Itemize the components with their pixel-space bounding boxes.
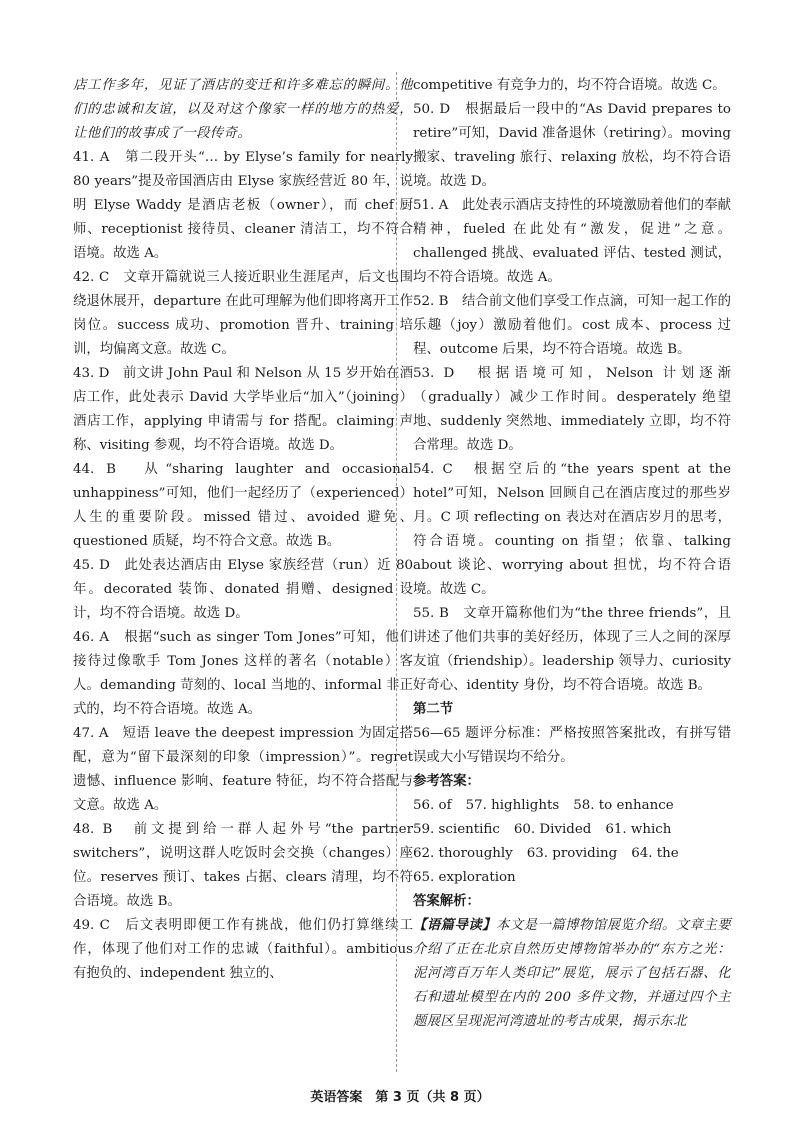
reference-answers-label: 参考答案： [413,774,480,789]
right-column [413,74,731,1034]
analysis-label: 答案解析： [413,894,480,909]
answer-55: 55. B 文章开篇称他们为“the three friends”，且讲述了他们共事的美好经历，体现了三人之间的深厚友谊（friendship）。leadership 领导力、curiosity 好奇心、identity 身份，均不符合语境。故选 B。 [413,606,731,693]
scoring-note: 56—65 题评分标准：严格按照答案批改，有拼写错误或大小写错误均不给分。 [413,726,731,765]
answer-49: 49. C 后文表明即便工作有挑战，他们仍打算继续工作，体现了他们对工作的忠诚（faithful）。ambitious 有抱负的、independent 独立的、 [73,918,413,981]
answer-48: 48. B 前文提到给一群人起外号“the partner switchers”，说明这群人吃饭时会交换（changes）座位。reserves 预订、takes 占据、clears 清理，均不符合语境。故选 B。 [73,822,413,909]
answer-43: 43. D 前文讲 John Paul 和 Nelson 从 15 岁开始在酒店工作，此处表示 David 大学毕业后“加入”（joining）酒店工作，applying 申请需与 for 搭配。claiming 声称、visiting 参观，均不符合语境。故选 D。 [73,366,413,453]
answer-50: 50. D 根据最后一段中的“As David prepares to retire”可知，David 准备退休（retiring）。moving 搬家、traveling 旅行、relaxing 放松，均不符合语境。故选 D。 [413,102,731,189]
answer-52: 52. B 结合前文他们享受工作点滴，可知一起工作的乐趣（joy）激励着他们。cost 成本、process 过程、outcome 后果，均不符合语境。故选 B。 [413,294,731,357]
answer-41: 41. A 第二段开头“… by Elyse’s family for nearly 80 years”提及帝国酒店由 Elyse 家族经营近 80 年，说明 Elyse Waddy 是酒店老板（owner），而 chef 厨师、receptionist 接待员、cleaner 清洁工，均不符合语境。故选 A。 [73,150,413,261]
answer-61: 61. which [605,822,672,837]
answer-49-continuation: competitive 有竞争力的，均不符合语境。故选 C。 [413,78,726,93]
answer-51: 51. A 此处表示酒店支持性的环境激励着他们的奉献精神，fueled 在此处有“激发，促进”之意。challenged 挑战、evaluated 评估、tested 测试，均不符合语境。故选 A。 [413,198,731,285]
passage-guide-text: 本文是一篇博物馆展览介绍。文章主要介绍了正在北京自然历史博物馆举办的“东方之光：泥河湾百万年人类印记”展览，展示了包括石器、化石和遗址模型在内的 200 多件文物，并通过四个主题展区呈现泥河湾遗址的考古成果，揭示东北 [413,918,731,1029]
answer-row [413,866,731,890]
answer-row [413,842,731,866]
passage-guide [413,914,731,1034]
passage-summary-continuation: 店工作多年，见证了酒店的变迁和许多难忘的瞬间。他们的忠诚和友谊，以及对这个像家一样的地方的热爱，让他们的故事成了一段传奇。 [73,78,413,141]
answer-65: 65. exploration [413,870,516,885]
answer-46: 46. A 根据“such as singer Tom Jones”可知，他们接待过像歌手 Tom Jones 这样的著名（notable）客人。demanding 苛刻的、local 当地的、informal 非正式的，均不符合语境。故选 A。 [73,630,413,717]
section-title: 第二节 [413,702,454,717]
answer-row [413,818,731,842]
answer-63: 63. providing [526,846,618,861]
answer-60: 60. Divided [513,822,592,837]
answer-47: 47. A 短语 leave the deepest impression 为固定搭配，意为“留下最深刻的印象（impression）”。regret 遗憾、influence 影响、feature 特征，均不符合搭配与文意。故选 A。 [73,726,413,813]
answer-53: 53. D 根据语境可知，Nelson 计划逐渐（gradually）减少工作时间。desperately 绝望地、suddenly 突然地、immediately 立即，均不符合常理。故选 D。 [413,366,731,453]
answer-45: 45. D 此处表达酒店由 Elyse 家族经营（run）近 80 年。decorated 装饰、donated 捐赠、designed 设计，均不符合语境。故选 D。 [73,558,413,621]
answer-54: 54. C 根据空后的“the years spent at the hotel”可知，Nelson 回顾自己在酒店度过的那些岁月。C 项 reflecting on 表达对在酒店岁月的思考，符合语境。counting on 指望；依靠、talking about 谈论、worrying about 担忧，均不符合语境。故选 C。 [413,462,731,597]
answer-57: 57. highlights [465,798,560,813]
page-footer: 英语答案 第 3 页（共 8 页） [310,1090,490,1105]
left-column [73,74,413,986]
answer-64: 64. the [631,846,679,861]
passage-guide-tag: 【语篇导读】 [413,918,496,933]
answer-56: 56. of [413,798,452,813]
answer-42: 42. C 文章开篇就说三人接近职业生涯尾声，后文也围绕退休展开，departure 在此可理解为他们即将离开工作岗位。success 成功、promotion 晋升、training 培训，均偏离文意。故选 C。 [73,270,413,357]
answer-grid [413,794,731,890]
answer-row [413,794,731,818]
answer-59: 59. scientific [413,822,500,837]
answer-44: 44. B 从“sharing laughter and occasional unhappiness”可知，他们一起经历了（experienced）人生的重要阶段。missed 错过、avoided 避免、questioned 质疑，均不符合文意。故选 B。 [73,462,413,549]
answer-58: 58. to enhance [573,798,674,813]
column-divider [396,72,397,1072]
answer-62: 62. thoroughly [413,846,513,861]
